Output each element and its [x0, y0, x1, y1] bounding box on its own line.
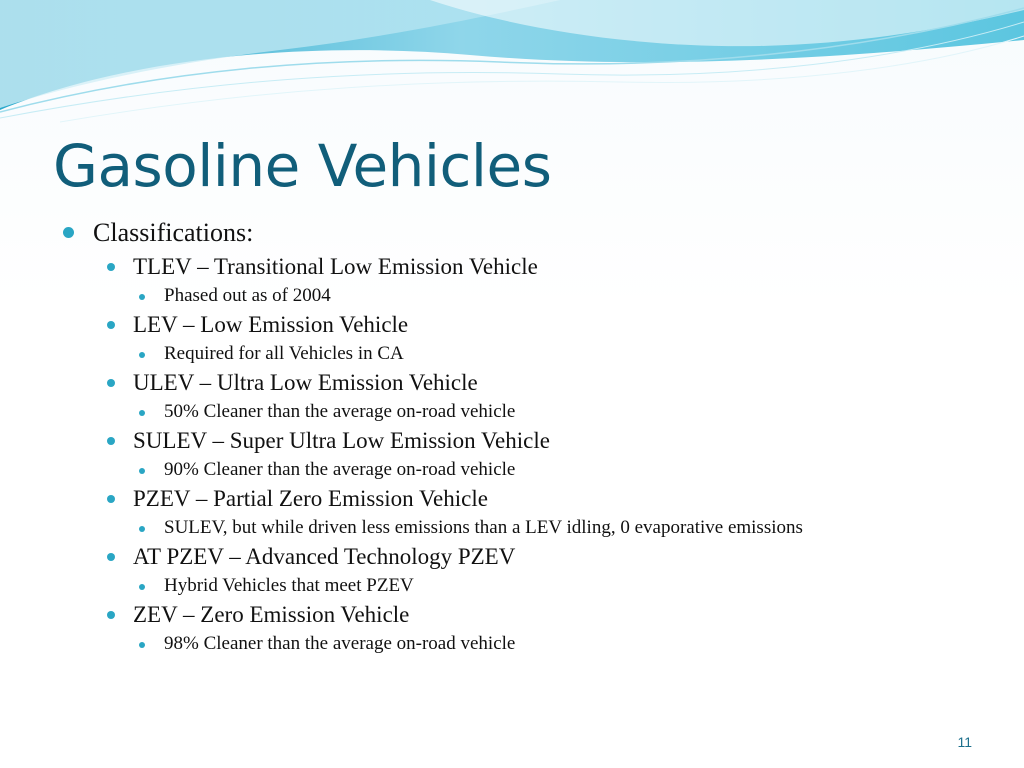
bullet-icon — [107, 495, 115, 503]
classification-label: SULEV – Super Ultra Low Emission Vehicle — [133, 428, 550, 453]
slide-title: Gasoline Vehicles — [53, 132, 552, 200]
classification-detail-text: 98% Cleaner than the average on-road vehicle — [164, 633, 516, 654]
bullet-icon — [139, 526, 145, 532]
classification-item — [60, 252, 1000, 281]
classification-item — [60, 368, 1000, 397]
classification-detail — [60, 571, 1000, 600]
classification-detail-text: Required for all Vehicles in CA — [164, 343, 404, 364]
classification-item — [60, 600, 1000, 629]
bullet-icon — [107, 611, 115, 619]
bullet-icon — [107, 321, 115, 329]
bullet-icon — [139, 352, 145, 358]
classification-label: TLEV – Transitional Low Emission Vehicle — [133, 254, 538, 279]
classification-detail — [60, 397, 1000, 426]
classification-detail — [60, 455, 1000, 484]
classification-detail — [60, 281, 1000, 310]
classification-detail-text: SULEV, but while driven less emissions than a LEV idling, 0 evaporative emissions — [164, 517, 803, 538]
bullet-icon — [139, 468, 145, 474]
classification-detail-text: Hybrid Vehicles that meet PZEV — [164, 575, 414, 596]
classification-detail — [60, 339, 1000, 368]
classification-detail — [60, 629, 1000, 658]
bullet-icon — [139, 584, 145, 590]
classification-detail-text: 90% Cleaner than the average on-road vehicle — [164, 459, 516, 480]
bullet-icon — [107, 553, 115, 561]
bullet-list — [60, 214, 1000, 658]
classification-item — [60, 542, 1000, 571]
classification-detail-text: Phased out as of 2004 — [164, 285, 331, 306]
classification-item — [60, 310, 1000, 339]
heading-bullet-text: Classifications: — [93, 218, 254, 247]
header-wave-decoration — [0, 0, 1024, 130]
classification-detail-text: 50% Cleaner than the average on-road vehicle — [164, 401, 516, 422]
list-item — [60, 214, 1000, 252]
bullet-icon — [63, 227, 74, 238]
page-number: 11 — [957, 734, 972, 750]
bullet-icon — [139, 294, 145, 300]
classification-label: ZEV – Zero Emission Vehicle — [133, 602, 410, 627]
bullet-icon — [139, 410, 145, 416]
bullet-icon — [107, 263, 115, 271]
classification-label: PZEV – Partial Zero Emission Vehicle — [133, 486, 488, 511]
bullet-icon — [139, 642, 145, 648]
classification-label: LEV – Low Emission Vehicle — [133, 312, 409, 337]
classification-item — [60, 426, 1000, 455]
classification-label: ULEV – Ultra Low Emission Vehicle — [133, 370, 478, 395]
bullet-icon — [107, 379, 115, 387]
classification-item — [60, 484, 1000, 513]
classification-label: AT PZEV – Advanced Technology PZEV — [133, 544, 516, 569]
classification-detail — [60, 513, 1000, 542]
bullet-icon — [107, 437, 115, 445]
